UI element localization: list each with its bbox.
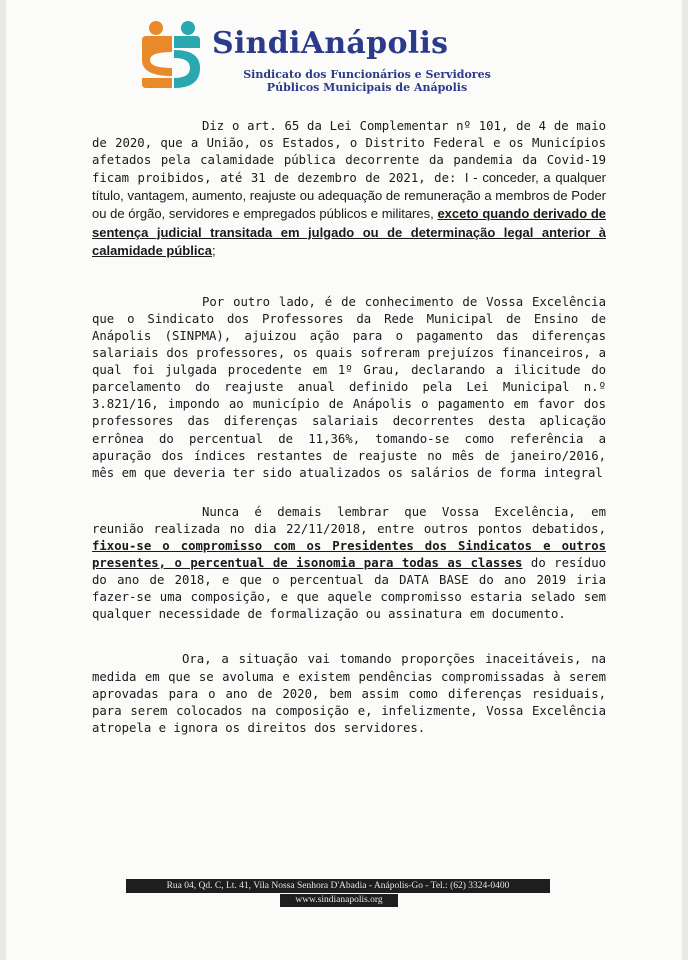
paragraph-4: Ora, a situação vai tomando proporções inaceitáveis, na medida em que se avoluma e existem pendências compromissadas à serem aprovadas para o ano de 2020, bem assim como diferenças residuais, para serem colocados na composição e, infelizmente, Vossa Excelência atropela e ignora os direitos dos servidores. xyxy=(92,652,606,735)
paragraph-1-exception: exceto quando derivado de sentença judicial transitada em julgado ou de determinação legal anterior à calamidade pública xyxy=(92,206,606,258)
paragraph-3 xyxy=(92,504,606,624)
paragraph-1-end: ; xyxy=(211,242,216,258)
paragraph-2: Por outro lado, é de conhecimento de Vossa Excelência que o Sindicato dos Professores da Rede Municipal de Ensino de Anápolis (SINPMA), ajuizou ação para o pagamento das diferenças salariais dos professores, os quais sofreram prejuízos financeiros, a qual foi julgada procedente em 1º Grau, declarando a ilicitude do parcelamento do reajuste anual definido pela Lei Municipal n.º 3.821/16, impondo ao município de Anápolis o pagamento em favor dos professores das diferenças salariais decorrentes desta aplicação errônea do percentual de 11,36%, tomando-se como referência a apuração dos índices restantes de reajuste no mês de janeiro/2016, mês em que deveria ter sido atualizados os salários de forma integral xyxy=(92,294,606,480)
document-page xyxy=(6,0,682,960)
paragraph-3-text: Nunca é demais lembrar que Vossa Excelência, em reunião realizada no dia 22/11/2018, entre outros pontos debatidos, xyxy=(92,504,606,536)
footer-address: Rua 04, Qd. C, Lt. 41, Vila Nossa Senhora D'Abadia - Anápolis-Go - Tel.: (62) 3324-0400 xyxy=(126,879,550,893)
paragraph-1 xyxy=(92,118,606,260)
sindianapolis-logo-icon xyxy=(136,18,206,90)
paragraph-3-commitment: fixou-se o compromisso com os Presidentes dos Sindicatos e outros presentes, o percentual de isonomia para todas as classes xyxy=(92,538,606,571)
brand-subtitle-line1: Sindicato dos Funcionários e Servidores xyxy=(243,68,491,81)
letterhead xyxy=(136,18,536,98)
brand-name: SindiAnápolis xyxy=(212,26,449,61)
letter-body xyxy=(92,118,606,737)
paragraph-1-text: Diz o art. 65 da Lei Complementar nº 101, de 4 de maio de 2020, que a União, os Estados, o Distrito Federal e os Municípios afetados pela calamidade pública decorrente da pandemia da Covid-19 ficam proibidos, até 31 de dezembro de 2021, de: xyxy=(92,119,606,186)
footer-website: www.sindianapolis.org xyxy=(280,894,398,907)
brand-subtitle-line2: Públicos Municipais de Anápolis xyxy=(266,81,468,94)
paragraph-3-rest: do resíduo do ano de 2018, e que o percentual da DATA BASE do ano 2019 iria fazer-se uma composição, e que aquele compromisso estaria selado sem qualquer necessidade de formalização ou assinatura em documento. xyxy=(92,556,607,622)
brand-subtitle xyxy=(212,68,522,94)
paragraph-1-clause: I - conceder, a qualquer título, vantagem, aumento, reajuste ou adequação de remuneração a membros de Poder ou de órgão, servidores e empregados públicos e militares, xyxy=(92,170,607,222)
